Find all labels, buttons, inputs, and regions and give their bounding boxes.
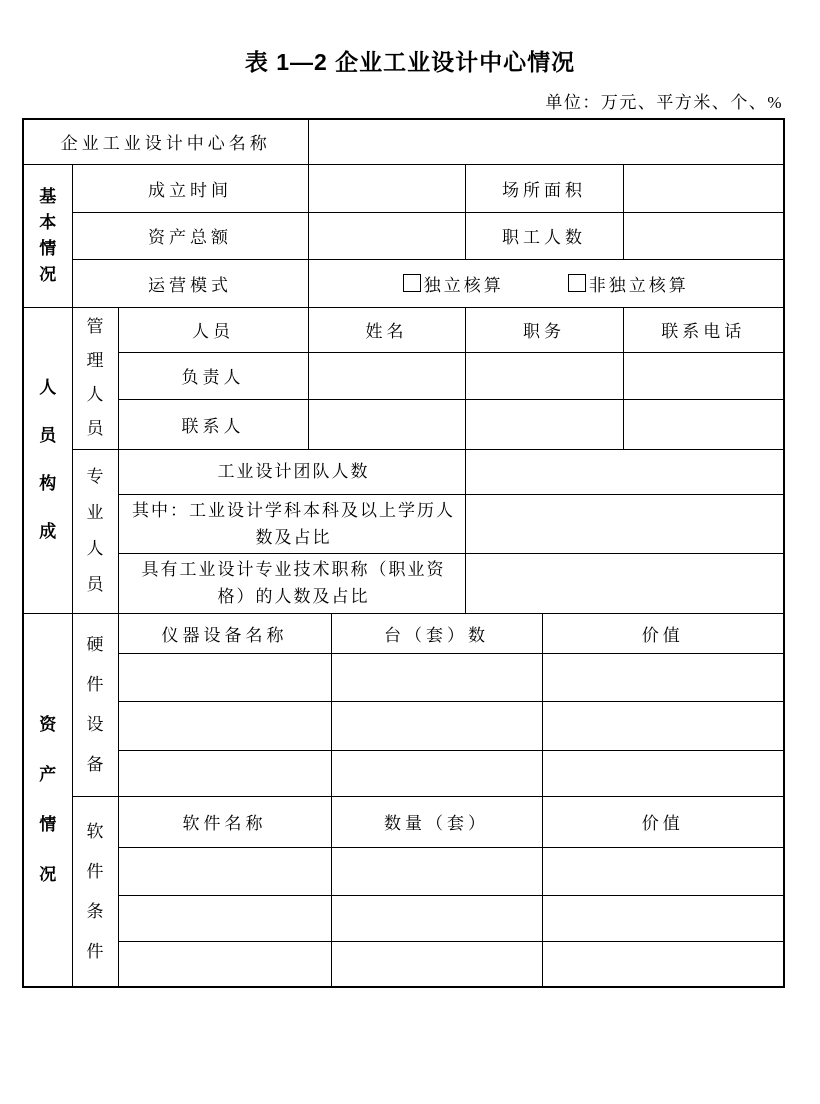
section-label-personnel xyxy=(23,307,72,613)
hw-row2-value-input[interactable] xyxy=(542,701,784,750)
site-area-label: 场所面积 xyxy=(465,164,623,212)
hw-header-unit-count: 台（套）数 xyxy=(331,613,542,653)
established-date-label: 成立时间 xyxy=(72,164,308,212)
unit-note: 单位：万元、平方米、个、% xyxy=(545,93,783,112)
section-label-assets xyxy=(23,613,72,987)
hw-row2-count-input[interactable] xyxy=(331,701,542,750)
hw-row1-name-input[interactable] xyxy=(118,653,331,701)
table-row xyxy=(23,553,784,613)
hw-row2-name-input[interactable] xyxy=(118,701,331,750)
total-assets-label: 资产总额 xyxy=(72,212,308,259)
sw-header-software-name: 软件名称 xyxy=(118,796,331,847)
design-team-size-input[interactable] xyxy=(465,449,784,494)
sw-row2-value-input[interactable] xyxy=(542,895,784,941)
responsible-person-name-input[interactable] xyxy=(308,352,465,399)
established-date-input[interactable] xyxy=(308,164,465,212)
responsible-person-phone-input[interactable] xyxy=(623,352,784,399)
table-row xyxy=(23,895,784,941)
hardware-equipment-label-text: 硬件设备 xyxy=(86,634,104,774)
operation-mode-label: 运营模式 xyxy=(72,259,308,307)
sw-row3-count-input[interactable] xyxy=(331,941,542,987)
checkbox-non-independent-accounting-icon[interactable] xyxy=(568,274,586,292)
responsible-person-position-input[interactable] xyxy=(465,352,623,399)
center-name-label: 企业工业设计中心名称 xyxy=(23,119,308,164)
section-label-personnel-text: 人员构成 xyxy=(39,378,57,542)
staff-count-label: 职工人数 xyxy=(465,212,623,259)
sw-row3-value-input[interactable] xyxy=(542,941,784,987)
table-row xyxy=(23,847,784,895)
option-non-independent-accounting[interactable] xyxy=(568,271,689,296)
staff-count-input[interactable] xyxy=(623,212,784,259)
contact-person-name-input[interactable] xyxy=(308,399,465,449)
option-independent-accounting[interactable] xyxy=(403,271,504,296)
management-personnel-label xyxy=(72,307,118,449)
hw-row1-value-input[interactable] xyxy=(542,653,784,701)
total-assets-input[interactable] xyxy=(308,212,465,259)
table-row xyxy=(23,653,784,701)
software-conditions-label xyxy=(72,796,118,987)
table-row xyxy=(23,750,784,796)
professional-personnel-label xyxy=(72,449,118,613)
hw-row3-count-input[interactable] xyxy=(331,750,542,796)
professional-title-ratio-label: 具有工业设计专业技术职称（职业资格）的人数及占比 xyxy=(118,553,465,613)
sw-row2-name-input[interactable] xyxy=(118,895,331,941)
section-label-basic-info-text: 基本情况 xyxy=(39,186,57,284)
mgmt-header-phone: 联系电话 xyxy=(623,307,784,352)
professional-personnel-label-text: 专业人员 xyxy=(86,467,104,595)
table-row xyxy=(23,352,784,399)
contact-person-label: 联系人 xyxy=(118,399,308,449)
page-title: 表 1—2 企业工业设计中心情况 xyxy=(244,49,576,75)
management-personnel-label-text: 管理人员 xyxy=(86,317,104,438)
sw-header-quantity: 数量（套） xyxy=(331,796,542,847)
checkbox-independent-accounting-icon[interactable] xyxy=(403,274,421,292)
table-row xyxy=(23,494,784,553)
sw-row1-value-input[interactable] xyxy=(542,847,784,895)
section-label-assets-text: 资产情况 xyxy=(39,715,57,885)
operation-mode-options xyxy=(308,259,784,307)
software-conditions-label-text: 软件条件 xyxy=(86,821,104,961)
sw-row1-count-input[interactable] xyxy=(331,847,542,895)
sw-header-value: 价值 xyxy=(542,796,784,847)
design-center-form-table xyxy=(22,118,785,988)
design-team-size-label: 工业设计团队人数 xyxy=(118,449,465,494)
hardware-equipment-label xyxy=(72,613,118,796)
site-area-input[interactable] xyxy=(623,164,784,212)
contact-person-phone-input[interactable] xyxy=(623,399,784,449)
responsible-person-label: 负责人 xyxy=(118,352,308,399)
center-name-input[interactable] xyxy=(308,119,784,164)
sw-row1-name-input[interactable] xyxy=(118,847,331,895)
sw-row3-name-input[interactable] xyxy=(118,941,331,987)
hw-header-value: 价值 xyxy=(542,613,784,653)
section-label-basic-info xyxy=(23,164,72,307)
bachelor-degree-ratio-input[interactable] xyxy=(465,494,784,553)
hw-row3-value-input[interactable] xyxy=(542,750,784,796)
sw-row2-count-input[interactable] xyxy=(331,895,542,941)
contact-person-position-input[interactable] xyxy=(465,399,623,449)
hw-row3-name-input[interactable] xyxy=(118,750,331,796)
mgmt-header-position: 职务 xyxy=(465,307,623,352)
professional-title-ratio-input[interactable] xyxy=(465,553,784,613)
hw-header-equipment-name: 仪器设备名称 xyxy=(118,613,331,653)
table-row xyxy=(23,941,784,987)
option-independent-accounting-label: 独立核算 xyxy=(423,275,504,295)
hw-row1-count-input[interactable] xyxy=(331,653,542,701)
bachelor-degree-ratio-label: 其中：工业设计学科本科及以上学历人数及占比 xyxy=(118,494,465,553)
table-row xyxy=(23,399,784,449)
table-row xyxy=(23,701,784,750)
mgmt-header-person: 人员 xyxy=(118,307,308,352)
table-row xyxy=(23,449,784,494)
mgmt-header-name: 姓名 xyxy=(308,307,465,352)
option-non-independent-accounting-label: 非独立核算 xyxy=(588,275,689,295)
